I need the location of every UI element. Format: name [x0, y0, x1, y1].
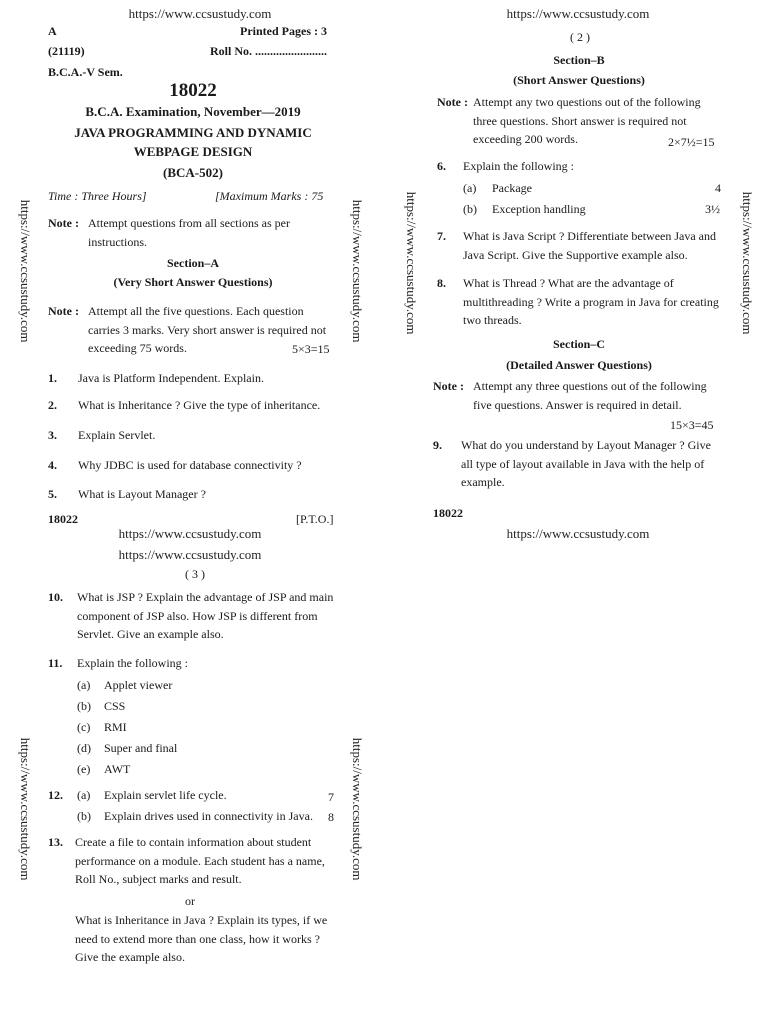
note-text: Attempt questions from all sections as per instructions. — [88, 216, 290, 249]
side-watermark: https://www.ccsustudy.com — [403, 191, 419, 335]
sub-marks: 4 — [715, 181, 721, 195]
side-watermark: https://www.ccsustudy.com — [17, 199, 33, 343]
question-number: 5. — [48, 487, 57, 501]
section-b-heading: Section–B — [553, 53, 605, 67]
section-c-heading: Section–C — [553, 337, 605, 351]
question-text: Why JDBC is used for database connectivity ? — [78, 458, 302, 472]
exam-code: (21119) — [48, 44, 85, 58]
sub-label: (d) — [77, 741, 91, 755]
section-c-marks: 15×3=45 — [670, 418, 714, 432]
page-number: ( 2 ) — [570, 30, 590, 44]
watermark-url: https://www.ccsustudy.com — [506, 526, 650, 541]
note-label: Note : — [437, 95, 468, 109]
set-label: A — [48, 24, 57, 38]
note-2-text: Attempt any three questions out of the following five questions. Answer is required in detail. — [473, 379, 707, 412]
note-2-label: Note : — [48, 304, 79, 318]
question-text: What is JSP ? Explain the advantage of JSP and main component of JSP also. How JSP is different from Servlet. Give an example also. — [77, 590, 334, 642]
sub-text: Super and final — [104, 741, 178, 755]
sub-label: (b) — [77, 699, 91, 713]
question-number: 7. — [437, 229, 446, 243]
sub-text: CSS — [104, 699, 126, 713]
note-2-label: Note : — [433, 379, 464, 393]
question-number: 8. — [437, 276, 446, 290]
or-divider: or — [185, 894, 195, 908]
watermark-url: https://www.ccsustudy.com — [118, 526, 262, 541]
subject-title-line-1: JAVA PROGRAMMING AND DYNAMIC — [74, 125, 312, 140]
question-text: Explain the following : — [463, 159, 574, 173]
question-number: 3. — [48, 428, 57, 442]
sub-label: (c) — [77, 720, 91, 734]
question-number: 1. — [48, 371, 57, 385]
note-label: Note : — [48, 216, 79, 230]
section-a-subheading: (Very Short Answer Questions) — [113, 275, 273, 289]
question-text: What is Layout Manager ? — [78, 487, 206, 501]
paper-number: 18022 — [169, 80, 217, 101]
question-alternative-text: What is Inheritance in Java ? Explain its types, if we need to extend more than one class, how it works ? Give the example also. — [75, 913, 328, 965]
question-number: 4. — [48, 458, 57, 472]
note-text: Attempt any two questions out of the following three questions. Short answer is required not exceeding 200 words. — [473, 95, 701, 147]
section-c-subheading: (Detailed Answer Questions) — [506, 358, 652, 372]
side-watermark: https://www.ccsustudy.com — [349, 737, 365, 881]
question-number: 12. — [48, 788, 63, 802]
roll-no: Roll No. ........................ — [210, 44, 327, 58]
note-2-text: Attempt all the five questions. Each question carries 3 marks. Very short answer is required not exceeding 75 words. — [88, 304, 327, 356]
subject-title-line-2: WEBPAGE DESIGN — [133, 144, 253, 159]
question-text: Create a file to contain information about student performance on a module. Each student has a name, Roll No., subject marks and result. — [75, 835, 325, 887]
sub-text: Explain drives used in connectivity in Java. — [104, 809, 313, 823]
watermark-url: https://www.ccsustudy.com — [506, 6, 650, 21]
printed-pages: Printed Pages : 3 — [240, 24, 327, 38]
question-number: 10. — [48, 590, 63, 604]
side-watermark: https://www.ccsustudy.com — [349, 199, 365, 343]
sub-label: (b) — [463, 202, 477, 216]
footer-pto: [P.T.O.] — [296, 512, 334, 526]
question-number: 2. — [48, 398, 57, 412]
section-b-subheading: (Short Answer Questions) — [513, 73, 645, 87]
sub-text: RMI — [104, 720, 127, 734]
sub-label: (a) — [77, 678, 91, 692]
section-b-marks: 2×7½=15 — [668, 135, 715, 149]
sub-marks: 8 — [328, 810, 334, 824]
sub-text: Applet viewer — [104, 678, 173, 692]
footer-paper-code: 18022 — [48, 512, 78, 526]
side-watermark: https://www.ccsustudy.com — [739, 191, 755, 335]
sub-marks: 7 — [328, 790, 334, 804]
question-number: 6. — [437, 159, 446, 173]
question-text: What is Thread ? What are the advantage of multithreading ? Write a program in Java for creating two threads. — [463, 276, 719, 328]
question-text: Explain Servlet. — [78, 428, 156, 442]
question-text: Java is Platform Independent. Explain. — [78, 371, 264, 385]
side-watermark: https://www.ccsustudy.com — [17, 737, 33, 881]
section-a-marks: 5×3=15 — [292, 342, 330, 356]
question-number: 11. — [48, 656, 63, 670]
sub-label: (e) — [77, 762, 91, 776]
question-number: 13. — [48, 835, 63, 849]
maximum-marks: [Maximum Marks : 75 — [215, 189, 324, 203]
watermark-url: https://www.ccsustudy.com — [128, 6, 272, 21]
question-text: What do you understand by Layout Manager ? Give all type of layout available in Java with the help of example. — [461, 438, 711, 490]
sub-label: (a) — [77, 788, 91, 802]
course: B.C.A.-V Sem. — [48, 65, 123, 79]
watermark-url: https://www.ccsustudy.com — [118, 547, 262, 562]
section-a-heading: Section–A — [167, 256, 219, 270]
footer-paper-code: 18022 — [433, 506, 463, 520]
question-text: What is Java Script ? Differentiate between Java and Java Script. Give the Supportive example also. — [463, 229, 717, 262]
question-number: 9. — [433, 438, 442, 452]
sub-text: Package — [492, 181, 532, 195]
question-text: What is Inheritance ? Give the type of inheritance. — [78, 398, 321, 412]
sub-label: (b) — [77, 809, 91, 823]
time-allowed: Time : Three Hours] — [48, 189, 147, 203]
paper-code: (BCA-502) — [163, 165, 223, 180]
question-text: Explain the following : — [77, 656, 188, 670]
sub-text: Explain servlet life cycle. — [104, 788, 227, 802]
sub-marks: 3½ — [705, 202, 720, 216]
page-number: ( 3 ) — [185, 567, 205, 581]
sub-text: AWT — [104, 762, 131, 776]
sub-label: (a) — [463, 181, 477, 195]
exam-title: B.C.A. Examination, November—2019 — [85, 104, 301, 119]
sub-text: Exception handling — [492, 202, 586, 216]
